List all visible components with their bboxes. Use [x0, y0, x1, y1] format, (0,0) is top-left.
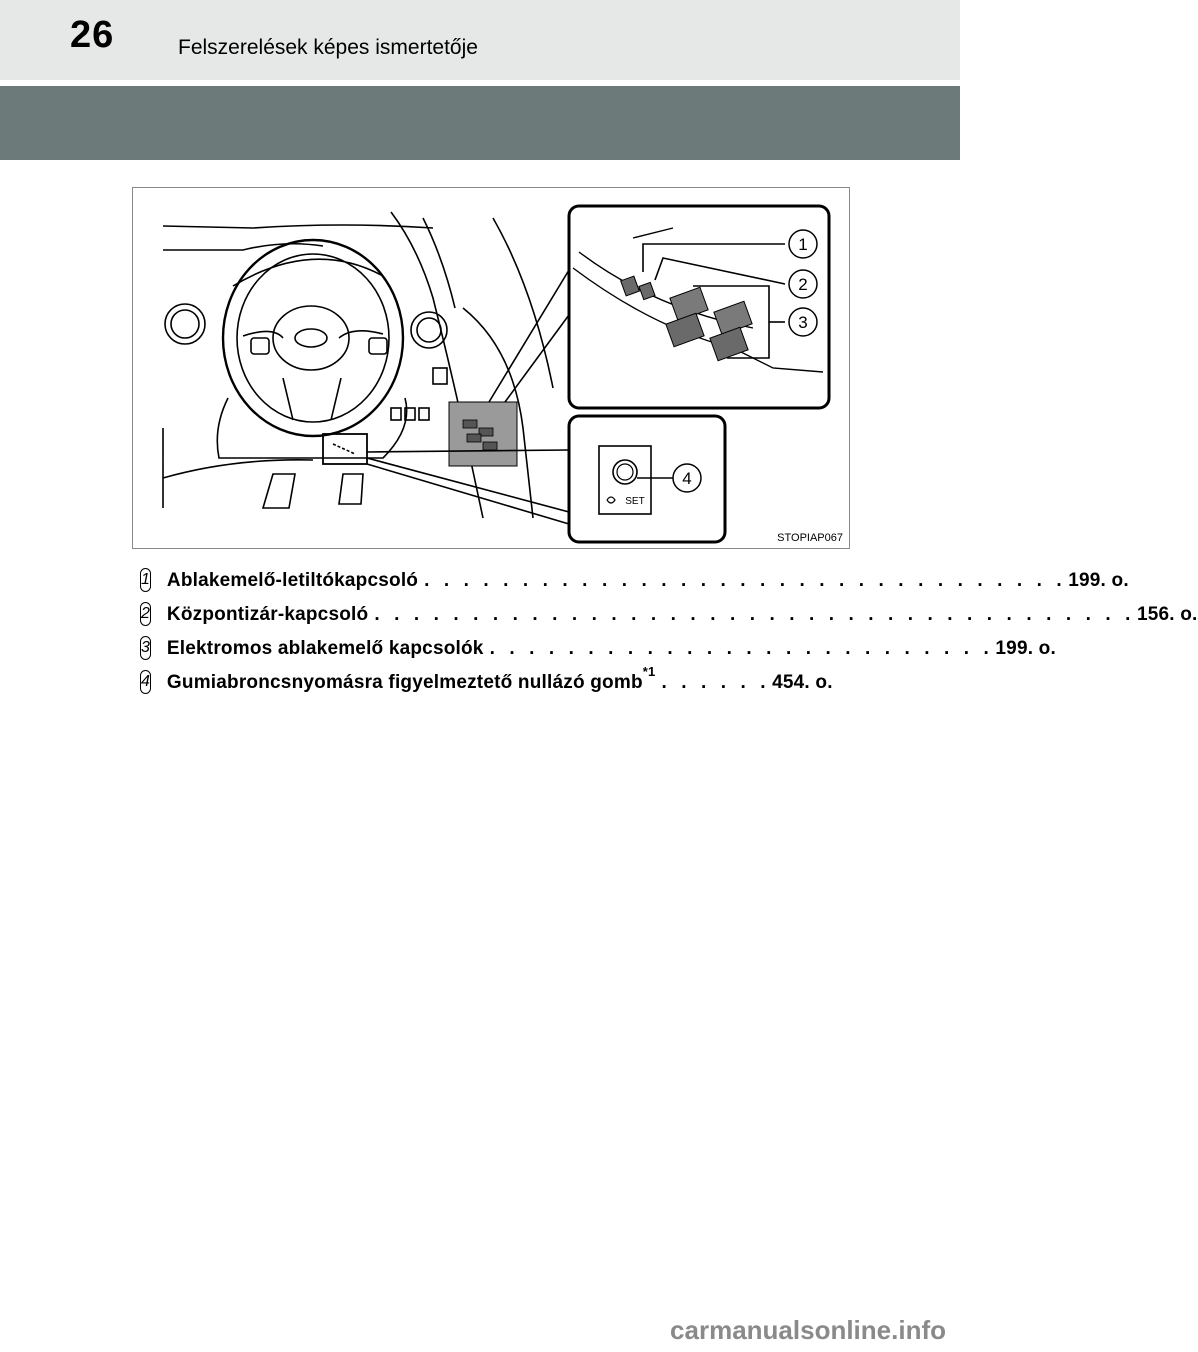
legend-page-ref: 199. o. — [995, 638, 1056, 659]
dashboard-illustration — [132, 187, 850, 549]
callout-2: 2 — [798, 275, 808, 294]
legend-leader-dots: . . . . . . — [661, 672, 771, 693]
legend-item — [140, 634, 1056, 668]
legend-label: Elektromos ablakemelő kapcsolók — [166, 638, 484, 659]
legend-item — [140, 664, 833, 702]
watermark: carmanualsonline.info — [670, 1315, 946, 1345]
header-bar — [0, 86, 960, 160]
legend-footnote-marker: *1 — [642, 664, 656, 679]
legend-page-ref: 156. o. — [1136, 604, 1198, 625]
page-number: 26 — [70, 14, 115, 56]
legend-number: 4 — [140, 670, 151, 694]
figure-code: STOPIAP067 — [777, 532, 843, 544]
legend-page-ref: 199. o. — [1068, 570, 1129, 591]
dashboard-drawing — [133, 188, 851, 550]
callout-4: 4 — [682, 469, 692, 488]
legend-leader-dots: . . . . . . . . . . . . . . . . . . . . . . . . . . . . . . . . . — [424, 570, 1067, 591]
legend-leader-dots: . . . . . . . . . . . . . . . . . . . . . . . . . . — [489, 638, 994, 659]
legend-label: Gumiabroncsnyomásra figyelmeztető nullázó gomb — [166, 672, 643, 693]
header-band — [0, 0, 960, 80]
callout-3: 3 — [798, 313, 808, 332]
legend-number: 3 — [140, 636, 151, 660]
tpms-set-label: SET — [625, 496, 645, 507]
legend-page-ref: 454. o. — [772, 672, 833, 693]
legend-number: 1 — [140, 568, 151, 592]
callout-1: 1 — [798, 235, 808, 254]
legend-list — [140, 566, 1198, 702]
legend-item — [140, 566, 1129, 600]
section-title: Felszerelések képes ismertetője — [178, 36, 478, 59]
legend-item — [140, 600, 1198, 634]
legend-label: Ablakemelő-letiltókapcsoló — [166, 570, 419, 591]
legend-label: Központizár-kapcsoló — [166, 604, 369, 625]
legend-number: 2 — [140, 602, 151, 626]
legend-leader-dots: . . . . . . . . . . . . . . . . . . . . . . . . . . . . . . . . . . . . . . . — [374, 604, 1135, 625]
